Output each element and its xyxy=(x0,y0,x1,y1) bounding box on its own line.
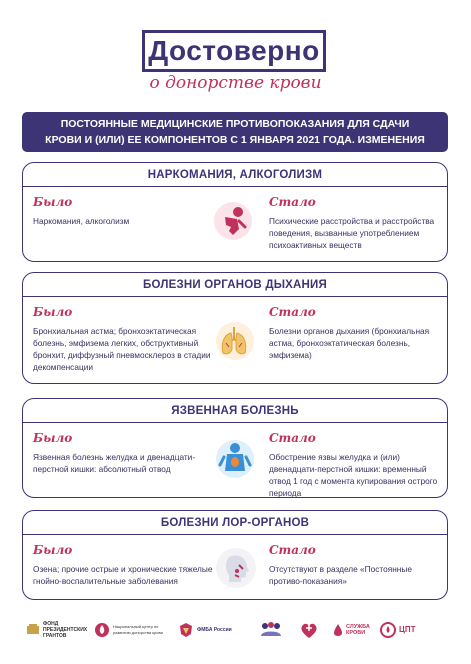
donor-hearts-logo[interactable] xyxy=(298,612,320,648)
banner-line-1: ПОСТОЯННЫЕ МЕДИЦИНСКИЕ ПРОТИВОПОКАЗАНИЯ ДЛЯ СДАЧИ xyxy=(60,118,410,130)
after-text: Отсутствуют в разделе «Постоянные противо-показания» xyxy=(269,564,412,586)
before-text: Озена; прочие острые и хронические тяжелые гнойно-воспалительные заболевания xyxy=(33,564,213,586)
after-label: Стало xyxy=(269,305,316,319)
blood-center-text: Национальный центр по развитию донорства крови xyxy=(113,624,163,635)
card-ent xyxy=(22,510,448,600)
card-drugs-alcohol xyxy=(22,162,448,262)
fund-presidential-grants-logo[interactable] xyxy=(26,612,88,648)
card-title: ЯЗВЕННАЯ БОЛЕЗНЬ xyxy=(23,399,447,423)
cpt-text: ЦПТ xyxy=(399,625,416,634)
lungs-icon xyxy=(215,321,255,366)
ent-head-icon xyxy=(215,547,257,594)
before-label: Было xyxy=(33,195,73,209)
after-label: Стало xyxy=(269,543,316,557)
blood-service-logo[interactable] xyxy=(332,612,374,648)
fund-logo-text: ФОНД ПРЕЗИДЕНТСКИХ ГРАНТОВ xyxy=(43,621,88,639)
banner-line-2: КРОВИ И (ИЛИ) ЕЕ КОМПОНЕНТОВ С 1 ЯНВАРЯ 2021 ГОДА. ИЗМЕНЕНИЯ xyxy=(45,134,425,146)
before-text: Наркомания, алкоголизм xyxy=(33,216,130,226)
before-label: Было xyxy=(33,431,73,445)
header-banner xyxy=(22,112,448,152)
after-text: Болезни органов дыхания (бронхиальная астма, бронхоэктатическая болезнь, эмфизема) xyxy=(269,326,430,360)
before-column xyxy=(33,305,213,373)
blood-service-text: СЛУЖБА КРОВИ xyxy=(346,624,370,636)
before-label: Было xyxy=(33,543,73,557)
before-column xyxy=(33,543,213,587)
after-label: Стало xyxy=(269,431,316,445)
card-ulcer xyxy=(22,398,448,498)
card-respiratory xyxy=(22,272,448,384)
fmba-text: ФМБА России xyxy=(197,627,232,633)
card-title: БОЛЕЗНИ ЛОР-ОРГАНОВ xyxy=(23,511,447,535)
drunk-person-icon xyxy=(213,201,253,246)
before-column xyxy=(33,195,203,227)
after-column xyxy=(269,431,444,499)
before-text: Бронхиальная астма; бронхоэктатическая болезнь, эмфизема легких, обструктивный бронхит, диффузный пневмосклероз в стадии декомпенсации xyxy=(33,326,211,372)
logo-title: Достоверно xyxy=(148,35,320,66)
blood-center-logo[interactable] xyxy=(94,612,163,648)
donor-people-logo[interactable] xyxy=(258,612,284,648)
after-column xyxy=(269,543,439,587)
before-label: Было xyxy=(33,305,73,319)
logo-subtitle: о донорстве крови xyxy=(149,73,322,93)
after-label: Стало xyxy=(269,195,316,209)
after-column xyxy=(269,195,439,251)
cpt-logo[interactable] xyxy=(380,612,415,648)
before-column xyxy=(33,431,213,475)
fmba-logo[interactable] xyxy=(178,612,232,648)
footer-logos xyxy=(0,612,471,652)
after-text: Психические расстройства и расстройства поведения, вызванные употреблением психоактивных веществ xyxy=(269,216,435,250)
before-text: Язвенная болезнь желудка и двенадцати-перстной кишки: абсолютный отвод xyxy=(33,452,196,474)
stomach-ache-icon xyxy=(215,439,255,484)
after-column xyxy=(269,305,439,361)
logo-box xyxy=(142,30,326,72)
card-title: НАРКОМАНИЯ, АЛКОГОЛИЗМ xyxy=(23,163,447,187)
after-text: Обострение язвы желудка и (или) двенадцати-перстной кишки: временный отвод 1 год с момента купирования острого периода xyxy=(269,452,438,498)
card-title: БОЛЕЗНИ ОРГАНОВ ДЫХАНИЯ xyxy=(23,273,447,297)
